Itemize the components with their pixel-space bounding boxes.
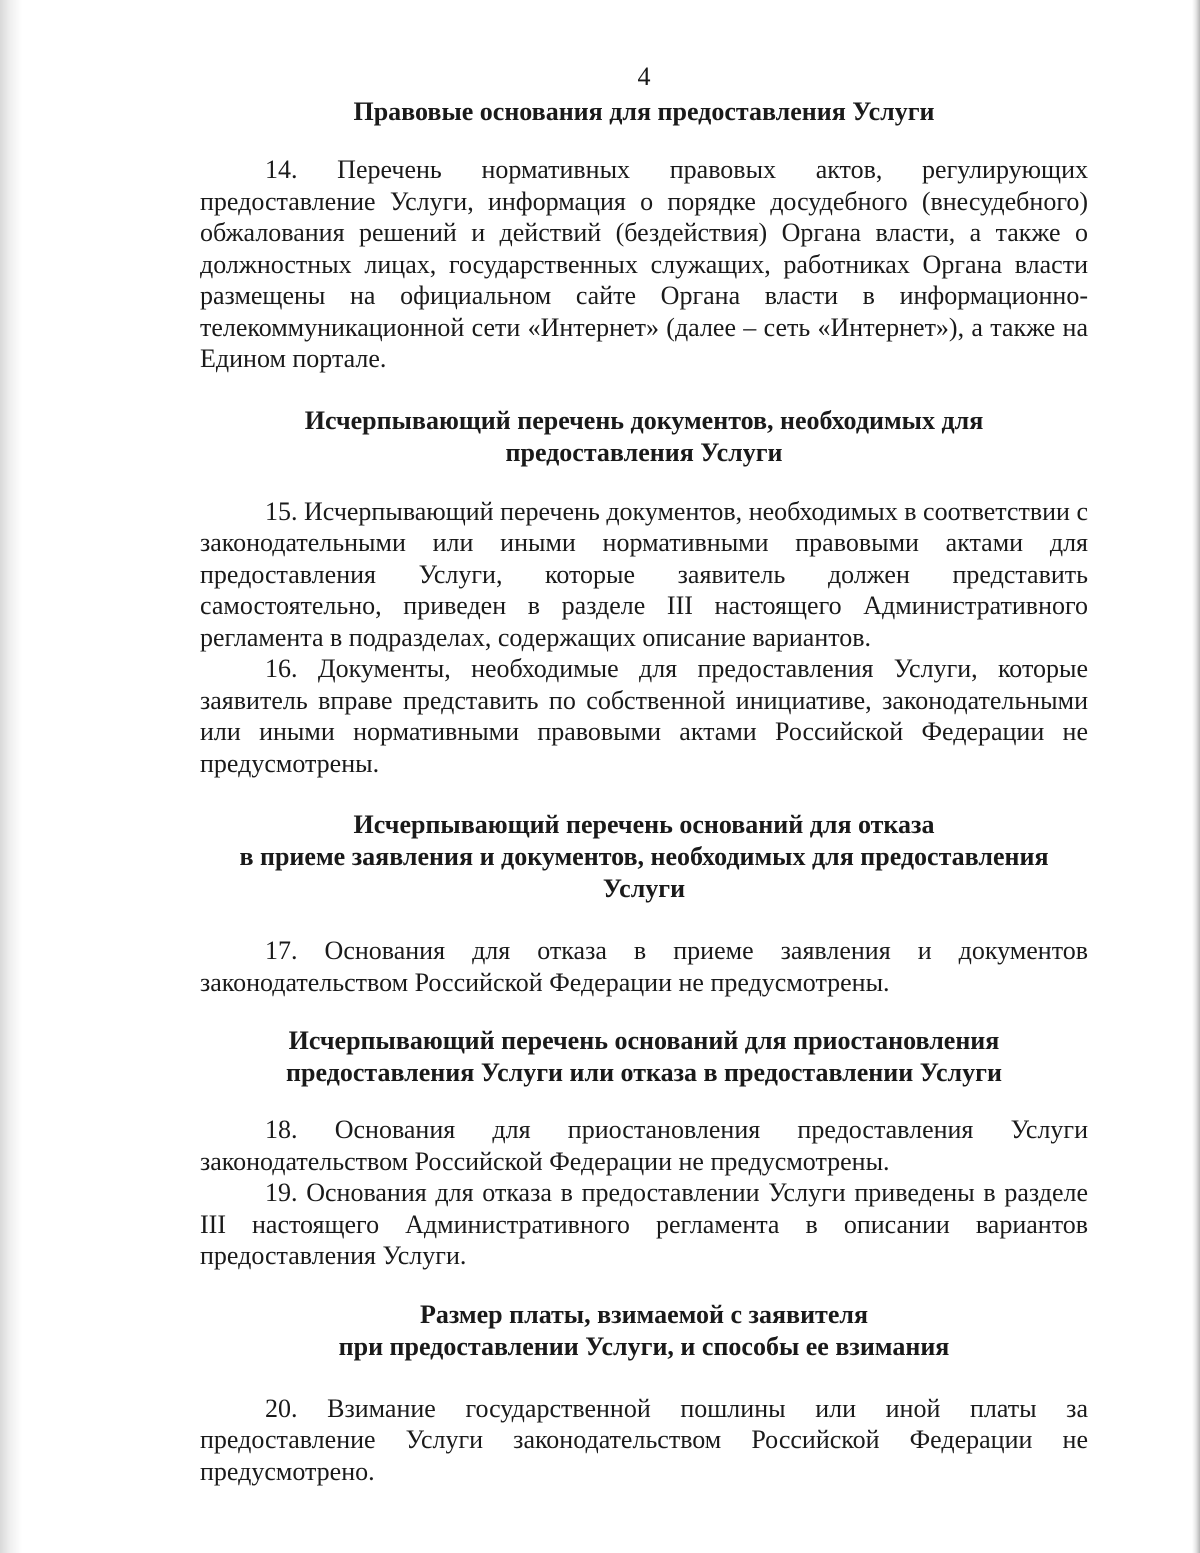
heading-line: предоставления Услуги <box>505 437 783 467</box>
section-heading-legal-basis <box>200 96 1088 128</box>
scan-shadow-right <box>1192 0 1200 1553</box>
heading-line: при предоставлении Услуги, и способы ее взимания <box>338 1331 950 1361</box>
paragraph-17: 17. Основания для отказа в приеме заявления и документов законодательством Российской Федерации не предусмотрены. <box>200 936 1088 997</box>
document-page <box>200 62 1088 1487</box>
heading-line: Исчерпывающий перечень документов, необходимых для <box>304 405 984 435</box>
page-number: 4 <box>637 62 651 91</box>
heading-line: в приеме заявления и документов, необходимых для предоставления <box>239 842 1049 871</box>
heading-line: предоставления Услуги или отказа в предоставлении Услуги <box>286 1058 1002 1087</box>
scan-shadow-left <box>0 0 22 1553</box>
heading-line: Размер платы, взимаемой с заявителя <box>419 1299 869 1329</box>
heading-line: Услуги <box>602 874 686 903</box>
paragraph-19: 19. Основания для отказа в предоставлении Услуги приведены в разделе III настоящего Административного регламента в описании вариантов предоставления Услуги. <box>200 1178 1088 1270</box>
heading-line: Исчерпывающий перечень оснований для отказа <box>353 810 935 839</box>
paragraph-16: 16. Документы, необходимые для предоставления Услуги, которые заявитель вправе представить по собственной инициативе, законодательными или иными нормативными правовыми актами Российской Федерации не предусмотрены. <box>200 654 1088 778</box>
paragraph-14: 14. Перечень нормативных правовых актов, регулирующих предоставление Услуги, информация о порядке досудебного (внесудебного) обжалования решений и действий (бездействия) Органа власти, а также о должностных лицах, государственных служащих, работниках Органа власти размещены на официальном сайте Органа власти в информационно-телекоммуникационной сети «Интернет» (далее – сеть «Интернет»), а также на Едином портале. <box>200 155 1088 373</box>
paragraph-15: 15. Исчерпывающий перечень документов, необходимых в соответствии с законодательными или иными нормативными правовыми актами для предоставления Услуги, которые заявитель должен представить самостоятельно, приведен в разделе III настоящего Административного регламента в подразделах, содержащих описание вариантов. <box>200 496 1088 652</box>
heading-line: Правовые основания для предоставления Услуги <box>353 97 935 126</box>
section-heading-fees <box>200 1299 1088 1363</box>
section-heading-suspension-grounds <box>200 1025 1088 1089</box>
section-heading-refusal-grounds-acceptance <box>200 809 1088 905</box>
heading-line: Исчерпывающий перечень оснований для приостановления <box>288 1026 1000 1055</box>
section-heading-required-documents <box>200 405 1088 469</box>
paragraph-18: 18. Основания для приостановления предоставления Услуги законодательством Российской Федерации не предусмотрены. <box>200 1115 1088 1176</box>
paragraph-20: 20. Взимание государственной пошлины или иной платы за предоставление Услуги законодательством Российской Федерации не предусмотрено. <box>200 1393 1088 1486</box>
